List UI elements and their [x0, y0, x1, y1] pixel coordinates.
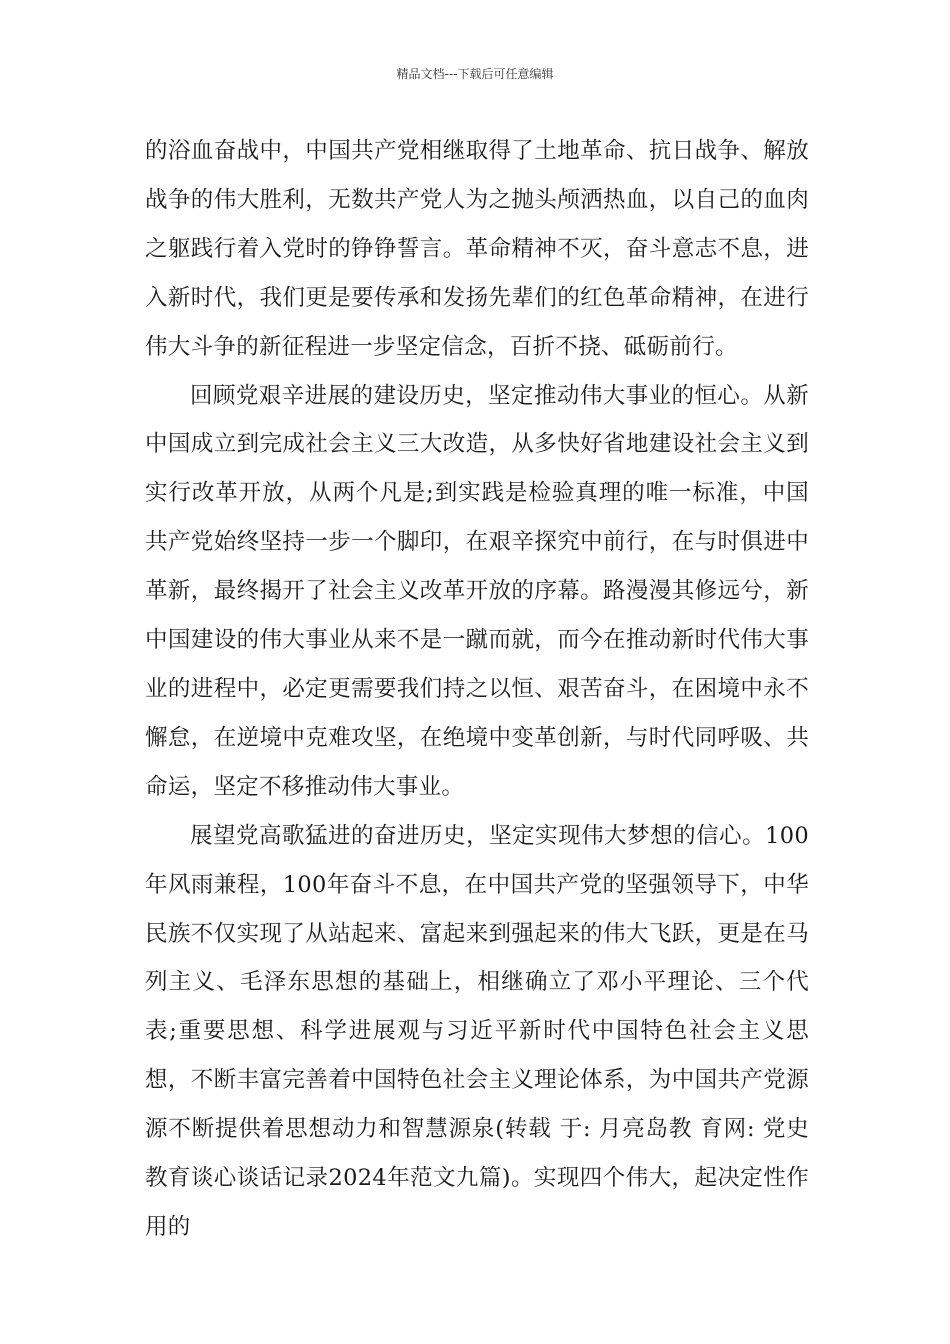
paragraph-3: 展望党高歌猛进的奋进历史，坚定实现伟大梦想的信心。100年风雨兼程，100年奋斗不息，在中国共产党的坚强领导下，中华民族不仅实现了从站起来、富起来到强起来的伟大飞跃，更是在马列主义、毛泽东思想的基础上，相继确立了邓小平理论、三个代表;重要思想、科学进展观与习近平新时代中国特色社会主义思想，不断丰富完善着中国特色社会主义理论体系，为中国共产党源源不断提供着思想动力和智慧源泉(转载 于: 月亮岛教 育网: 党史教育谈心谈话记录2024年范文九篇)。实现四个伟大，起决定性作用的	[145, 822, 809, 1240]
page-header: 精品文档---下载后可任意编辑	[396, 67, 554, 81]
document-body	[145, 127, 809, 1252]
paragraph-1: 的浴血奋战中，中国共产党相继取得了土地革命、抗日战争、解放战争的伟大胜利，无数共产党人为之抛头颅洒热血，以自己的血肉之躯践行着入党时的铮铮誓言。革命精神不灭，奋斗意志不息，进入新时代，我们更是要传承和发扬先辈们的红色革命精神，在进行伟大斗争的新征程进一步坚定信念，百折不挠、砥砺前行。	[145, 138, 809, 360]
paragraph-2: 回顾党艰辛进展的建设历史，坚定推动伟大事业的恒心。从新中国成立到完成社会主义三大改造，从多快好省地建设社会主义到实行改革开放，从两个凡是;到实践是检验真理的唯一标准，中国共产党始终坚持一步一个脚印，在艰辛探究中前行，在与时俱进中革新，最终揭开了社会主义改革开放的序幕。路漫漫其修远兮，新中国建设的伟大事业从来不是一蹴而就，而今在推动新时代伟大事业的进程中，必定更需要我们持之以恒、艰苦奋斗，在困境中永不懈怠，在逆境中克难攻坚，在绝境中变革创新，与时代同呼吸、共命运，坚定不移推动伟大事业。	[145, 382, 809, 800]
